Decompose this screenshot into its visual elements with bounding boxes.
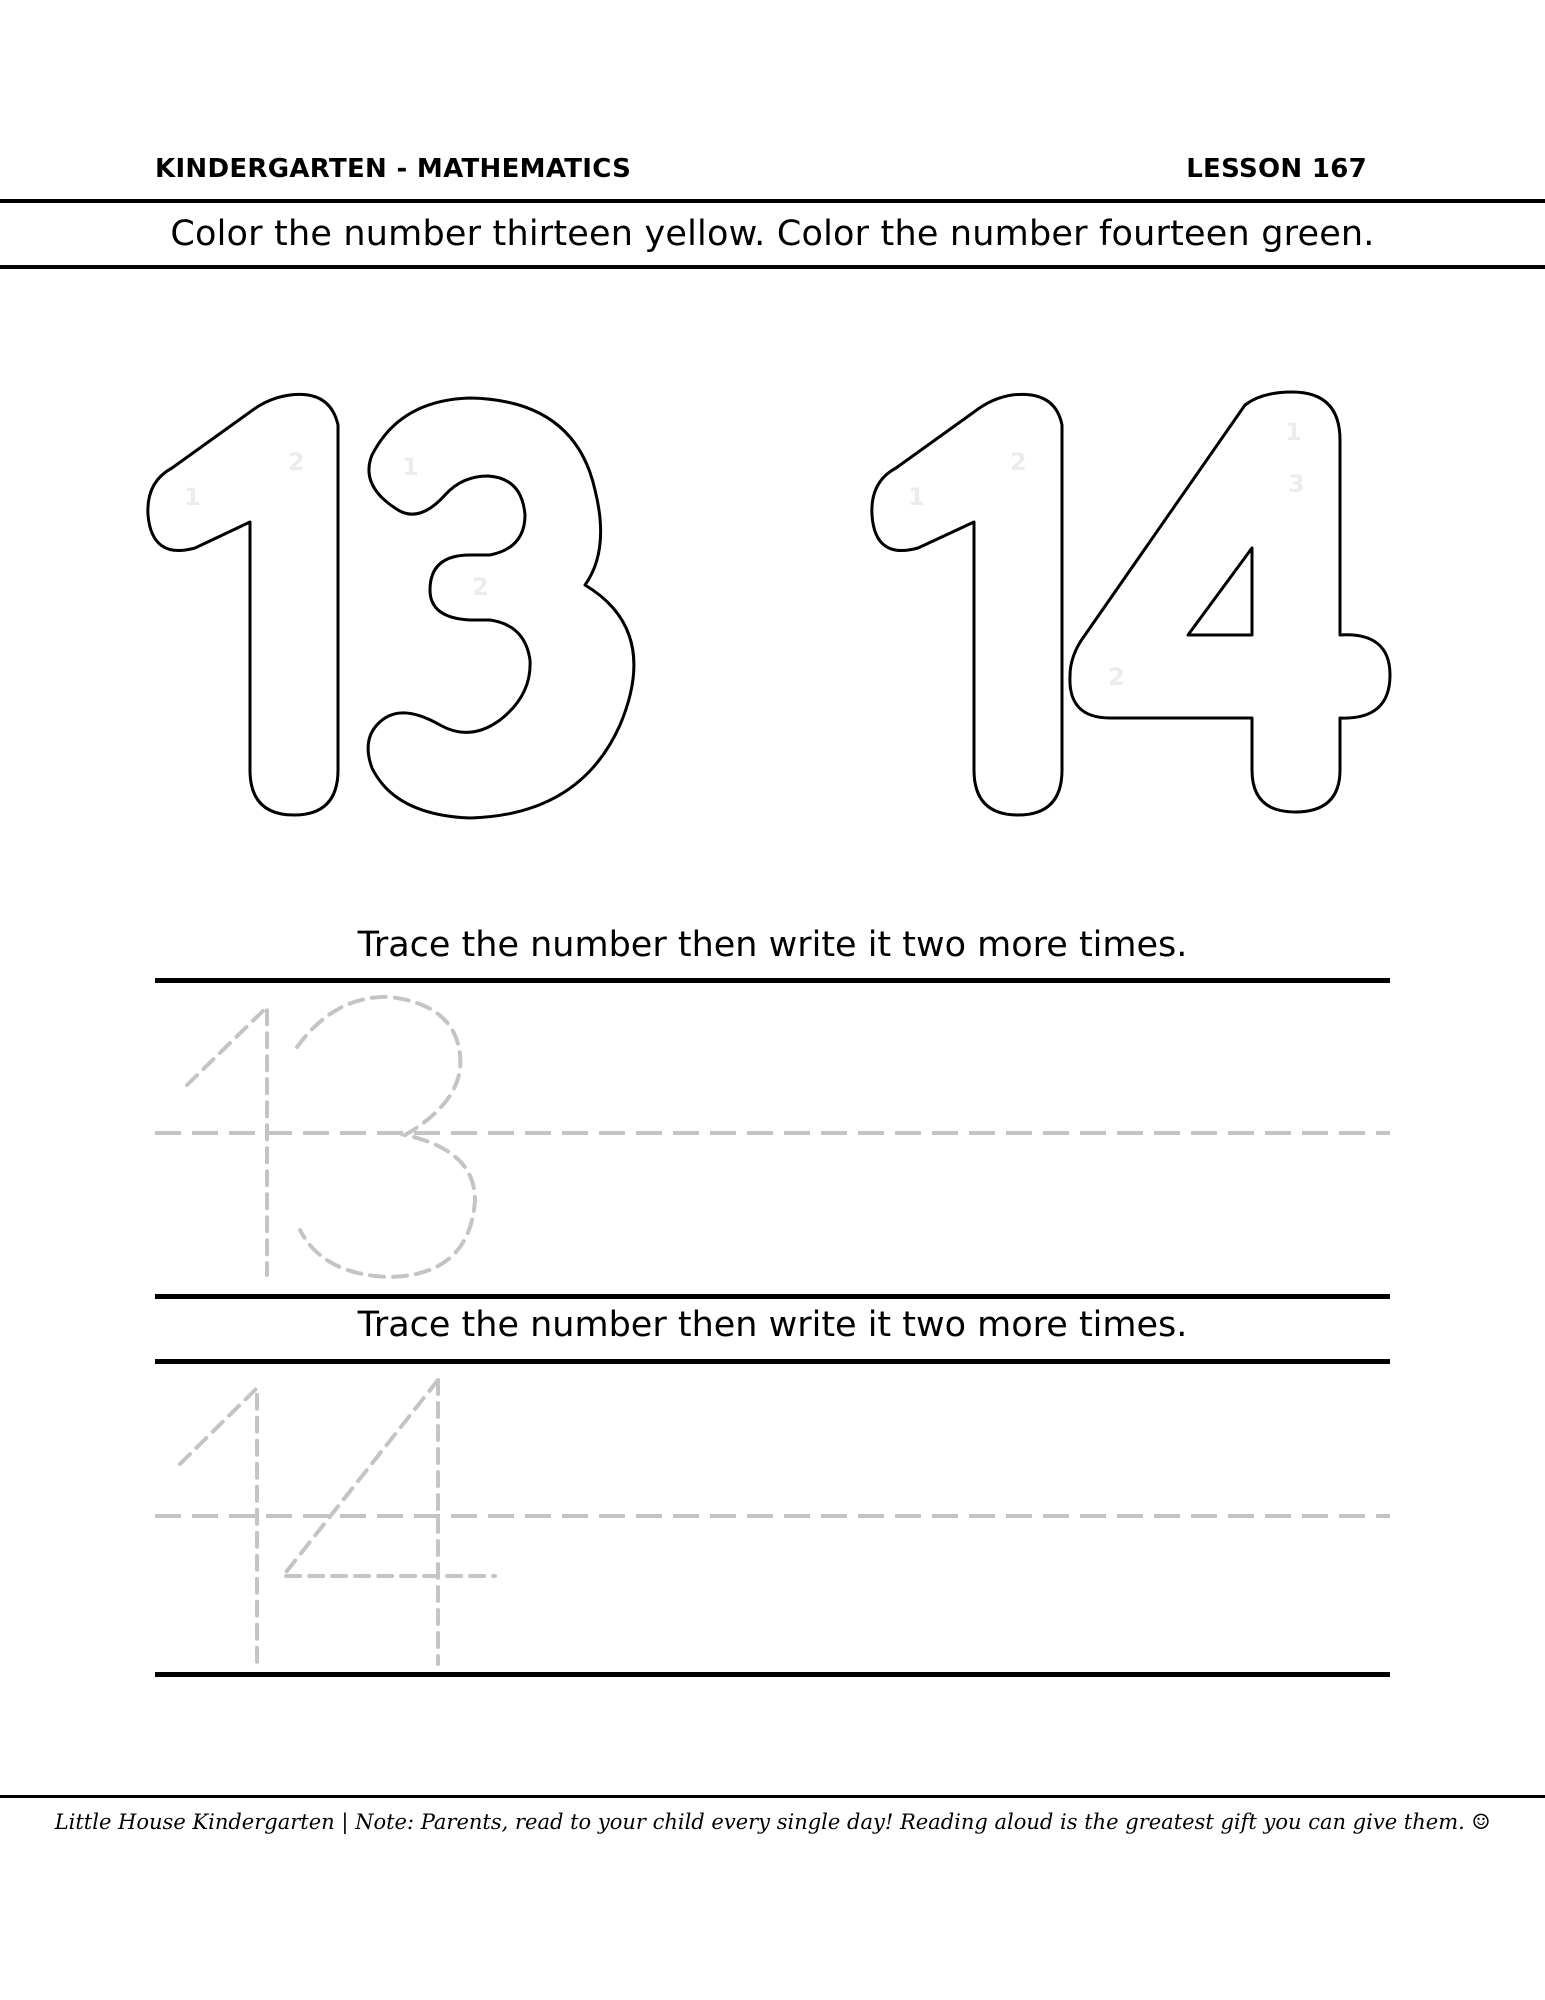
footer-note: Little House Kindergarten | Note: Parents, read to your child every single day! Reading aloud is the greatest gift you can give them. ☺ bbox=[54, 1810, 1491, 1834]
trace-area-13[interactable] bbox=[155, 985, 1390, 1295]
hint-13-three-a: 1 bbox=[402, 453, 419, 481]
trace-14-top-line bbox=[155, 1359, 1390, 1364]
trace-area-14[interactable] bbox=[155, 1366, 1390, 1676]
lesson-number: LESSON 167 bbox=[1186, 154, 1367, 184]
dotted-digit-four-14 bbox=[283, 1380, 495, 1576]
trace-13-bottom-line bbox=[155, 1294, 1390, 1299]
trace-14-bottom-line bbox=[155, 1672, 1390, 1677]
hint-14-one-b: 2 bbox=[1010, 448, 1027, 476]
hint-13-one-b: 2 bbox=[288, 448, 305, 476]
trace-caption-13: Trace the number then write it two more times. bbox=[357, 925, 1188, 965]
coloring-numbers bbox=[0, 0, 1545, 880]
outline-digit-four-14 bbox=[1070, 392, 1390, 812]
hint-14-four-b: 2 bbox=[1108, 663, 1125, 691]
dotted-digit-one-13 bbox=[187, 1007, 267, 1275]
outline-digit-one-13 bbox=[148, 394, 338, 815]
trace-13-top-line bbox=[155, 978, 1390, 983]
dotted-digit-three-13 bbox=[297, 997, 475, 1277]
hint-14-four-c: 3 bbox=[1288, 470, 1305, 498]
outline-digit-one-14 bbox=[872, 394, 1062, 815]
coloring-instruction: Color the number thirteen yellow. Color the number fourteen green. bbox=[170, 214, 1375, 254]
subject-title: KINDERGARTEN - MATHEMATICS bbox=[155, 154, 632, 184]
hint-13-one-a: 1 bbox=[184, 483, 201, 511]
dotted-digit-one-14 bbox=[180, 1388, 257, 1664]
trace-caption-14: Trace the number then write it two more times. bbox=[357, 1305, 1188, 1345]
hint-14-four-a: 1 bbox=[1285, 418, 1302, 446]
hint-13-three-b: 2 bbox=[472, 573, 489, 601]
footer-rule bbox=[0, 1795, 1545, 1798]
hint-14-one-a: 1 bbox=[908, 483, 925, 511]
